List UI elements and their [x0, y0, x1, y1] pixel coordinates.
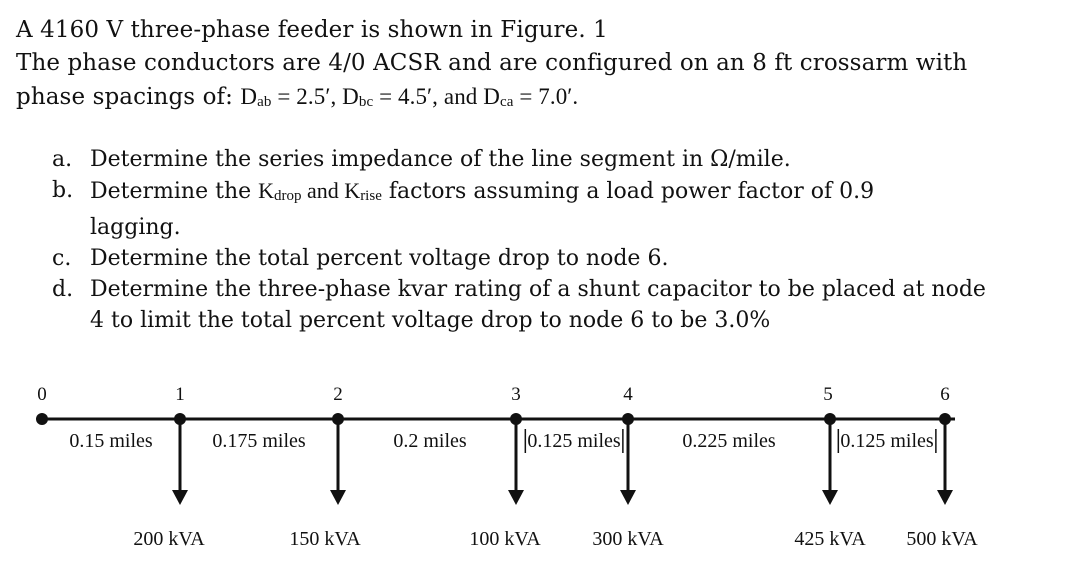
spacing-dab-base: D: [240, 84, 258, 109]
question-parts: [52, 144, 1012, 336]
node-0-dot: [36, 413, 48, 425]
krise-base: K: [344, 178, 361, 203]
problem-statement: [16, 14, 1056, 119]
spacing-dbc: [342, 84, 483, 109]
node-2-label: 2: [333, 384, 343, 405]
spacing-dbc-sub: bc: [358, 94, 374, 110]
node-4-load-arrow-icon: [620, 490, 636, 505]
spacing-dca-base: D: [483, 84, 500, 109]
part-b: [52, 175, 1012, 243]
node-0-label: 0: [37, 384, 47, 405]
load-node-1-label: 200 kVA: [133, 528, 205, 550]
node-1-load-arrow-icon: [172, 490, 188, 505]
spacing-dab-value: = 2.5′,: [271, 84, 343, 109]
segment-3-4-label: 0.125 miles: [527, 430, 621, 452]
node-5-load-arrow-icon: [822, 490, 838, 505]
part-a-text: Determine the series impedance of the line segment in Ω/mile.: [90, 147, 791, 172]
segment-1-2-label: 0.175 miles: [212, 430, 306, 452]
spacing-dab-sub: ab: [257, 94, 272, 110]
part-b-text: [90, 175, 1012, 243]
segment-2-3-label: 0.2 miles: [393, 430, 467, 452]
part-b-text-pre: Determine the: [90, 179, 259, 204]
node-3-label: 3: [511, 384, 521, 405]
kdrop-sub: drop: [274, 188, 302, 204]
part-b-text-post: factors assuming a load power factor of 0.9: [381, 179, 875, 204]
load-node-4-label: 300 kVA: [592, 528, 664, 550]
node-6-label: 6: [940, 384, 950, 405]
node-3-load-arrow-icon: [508, 490, 524, 505]
spacing-dca-value: = 7.0′.: [513, 84, 579, 109]
part-b-text-mid: and: [301, 178, 345, 203]
feeder-diagram: [0, 370, 1066, 570]
part-d-text: [90, 274, 1012, 336]
part-b-text-cont: lagging.: [90, 215, 181, 240]
segment-4-5-label: 0.225 miles: [682, 430, 776, 452]
spacing-dbc-value: = 4.5′, and: [373, 84, 484, 109]
load-node-2-label: 150 kVA: [289, 528, 361, 550]
spacing-dca-sub: ca: [499, 94, 514, 110]
node-1-label: 1: [175, 384, 185, 405]
node-2-load-arrow-icon: [330, 490, 346, 505]
spacing-prefix: phase spacings of:: [16, 84, 241, 110]
part-a: [52, 144, 1012, 175]
node-4-label: 4: [623, 384, 633, 405]
spacing-dca: [483, 84, 578, 109]
part-b-letter: b.: [52, 178, 74, 203]
part-d-letter: d.: [52, 277, 74, 302]
problem-line-3: [16, 80, 1056, 119]
kdrop-symbol: [258, 178, 301, 203]
part-d-text-line2: 4 to limit the total percent voltage drop to node 6 to be 3.0%: [90, 308, 771, 333]
part-a-letter: a.: [52, 147, 73, 172]
problem-line-2: The phase conductors are 4/0 ACSR and are configured on an 8 ft crossarm with: [16, 50, 968, 76]
kdrop-base: K: [258, 178, 275, 203]
problem-line-1: A 4160 V three-phase feeder is shown in Figure. 1: [16, 17, 608, 43]
segment-5-6-label: 0.125 miles: [840, 430, 934, 452]
segment-0-1-label: 0.15 miles: [69, 430, 153, 452]
part-c-letter: c.: [52, 246, 72, 271]
load-node-6-label: 500 kVA: [906, 528, 978, 550]
part-c-text: Determine the total percent voltage drop to node 6.: [90, 246, 669, 271]
node-6-load-arrow-icon: [937, 490, 953, 505]
load-node-5-label: 425 kVA: [794, 528, 866, 550]
node-5-label: 5: [823, 384, 833, 405]
krise-sub: rise: [360, 188, 382, 204]
spacing-dbc-base: D: [342, 84, 359, 109]
spacing-dab: [240, 84, 342, 109]
krise-symbol: [344, 178, 382, 203]
part-d-text-line1: Determine the three-phase kvar rating of a shunt capacitor to be placed at node: [90, 277, 986, 302]
load-node-3-label: 100 kVA: [469, 528, 541, 550]
part-c: [52, 243, 1012, 274]
part-d: [52, 274, 1012, 336]
